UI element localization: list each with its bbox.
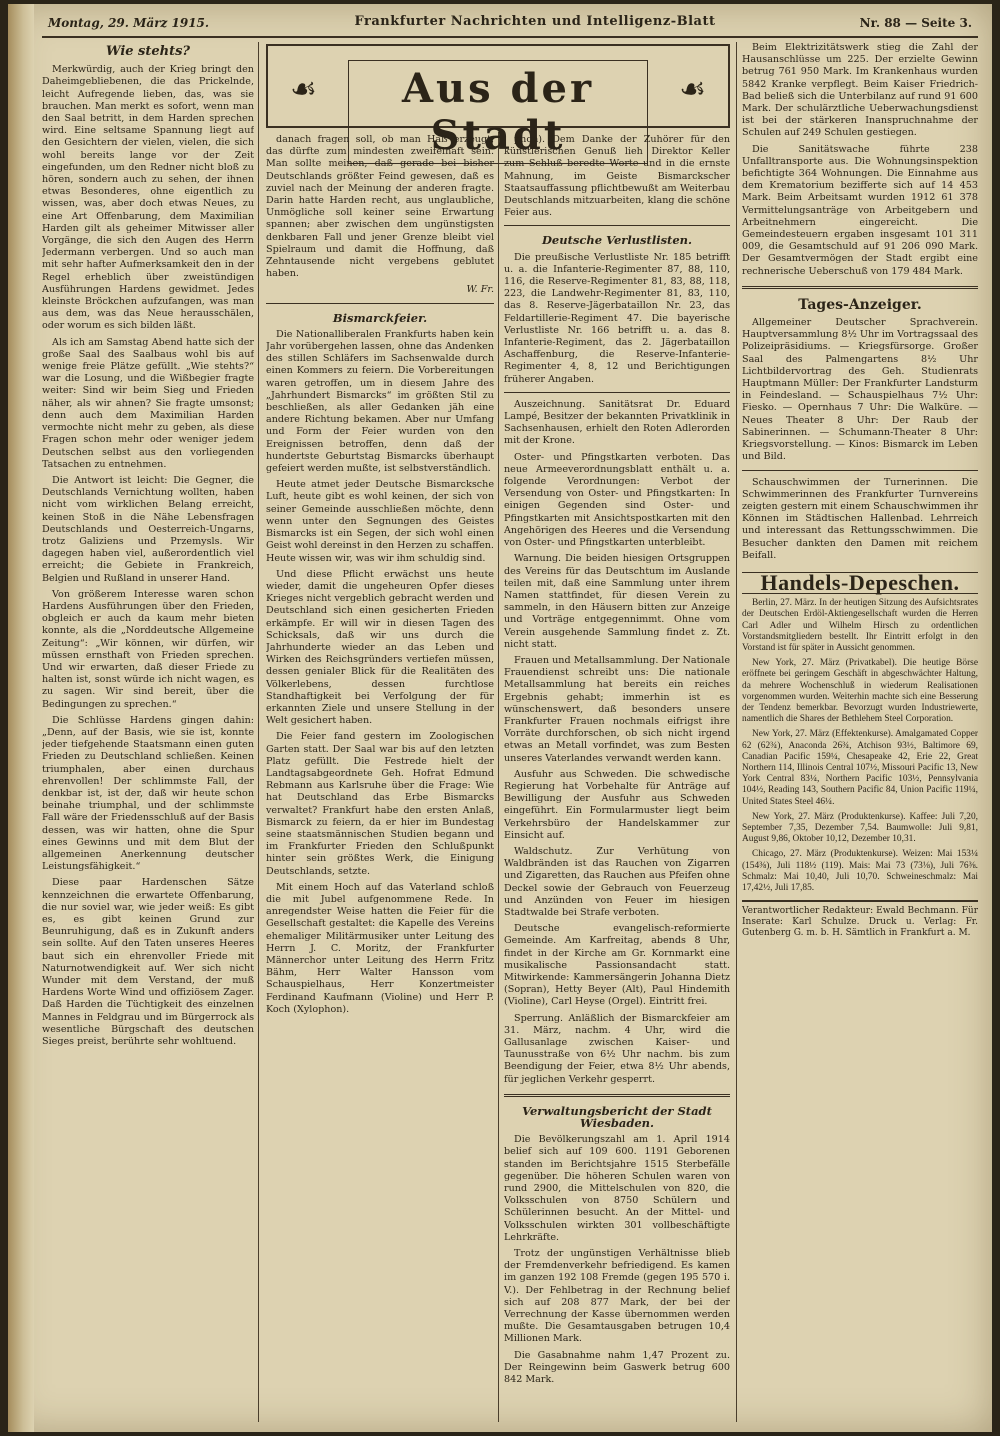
article-paragraph: Die Nationalliberalen Frankfurts haben kein Jahr vorübergehen lassen, ohne das Andenken des stillen Schläfers im Sachsenwalde durch einen Kommers zu feiern. Die Vorbereitungen waren getroffen, um in diesem Jahre des „Jahrhundert Bismarcks“ im größten Stil zu beschließen, als aller Gedanken jäh eine andere Richtung bekamen. Aber nur Umfang und Form der Feier wurden von den Ereignissen betroffen, denn daß der hundertste Geburtstag Bismarcks überhaupt gefeiert werden mußte, ist selbstverständlich.: [266, 328, 494, 475]
divider: [742, 286, 978, 289]
divider: [266, 303, 494, 304]
notice-item: Auszeichnung. Sanitätsrat Dr. Eduard Lampé, Besitzer der bekannten Privatklinik in Sachsenhausen, erhielt den Roten Adlerorden mit der Krone.: [504, 398, 730, 447]
article-paragraph: danach fragen soll, ob man Haß erzeugt, das dürfte zum mindesten zweifelhaft sein. Man sollte meinen, daß gerade bei bisher Deutschlands größter Feind gewesen, daß es zuviel nach der Meinung der anderen fragte. Darin hatte Harden recht, aus unglaubliche, Unmögliche soll keiner seine Erwartung spannen; aber zwischen dem ungünstigsten denkbaren Fall und jener Grenze bleibt viel Spielraum und damit die Hoffnung, daß Zehntausende nicht vergebens geblutet haben.: [266, 134, 494, 280]
article-paragraph: Die Feier fand gestern im Zoologischen Garten statt. Der Saal war bis auf den letzten Platz gefüllt. Die Festrede hielt der Landtagsabgeordnete Geh. Hofrat Edmund Rebmann aus Karlsruhe über die Frage: Wie hat Deutschland das Erbe Bismarcks verwaltet? Frankfurt habe den ersten Anlaß, Bismarck zu feiern, da er hier im Bundestag seine staatsmännischen Studien begann und im Frankfurter Frieden den Schlußpunkt hinter sein größtes Werk, die Einigung Deutschlands, setzte.: [266, 731, 494, 877]
notice-item: Warnung. Die beiden hiesigen Ortsgruppen des Vereins für das Deutschtum im Auslande teilen mit, daß eine Sammlung unter ihrem Namen stattfindet, für diesen Verein zu sammeln, in den Häusern bitten zur Anzeige und Vorträge entgegennimmt. Ohne vom Verein ausgehende Sammlung findet z. Zt. nicht statt.: [504, 553, 730, 650]
article-paragraph: Als ich am Samstag Abend hatte sich der große Saal des Saalbaus wohl bis auf wenige freie Plätze gefüllt. „Wie stehts?“ war die Losung, und die Wißbegier fragte weiter: Sind wir beim Sieg und Frieden näher, als wir ahnen? Sie fragte umsonst; denn auch dem Maximilian Harden vermochte nicht mehr zu geben, als diese Fragen schon mehr oder weniger jedem Deutschen selbst aus den vorliegenden Tatsachen zu entnehmen.: [42, 336, 254, 470]
article-paragraph: Die Antwort ist leicht: Die Gegner, die Deutschlands Vernichtung wollten, haben nicht vom wirklichen Belang erreicht, keinen Stoß in die Nähe Lebensfragen Deutschlands und Oesterreich-Ungarns, trotz Galiziens und Przemysls. Wir dagegen haben viel, außerordentlich viel erreicht; die Gebiete in Frankreich, Belgien und Rußland in unserer Hand.: [42, 474, 254, 584]
column-divider: [498, 132, 499, 1422]
article-paragraph: Merkwürdig, auch der Krieg bringt den Daheimgebliebenen, die das Prickelnde, leicht Aufregende lieben, das, was sie brauchen. Man merkt es sofort, wenn man den Saal betritt, in dem Harden sprechen wird. Eine seltsame Spannung liegt auf den Gesichtern der vielen, vielen, die sich wohl bereits lange vor der Zeit eingefunden, um den Redner nicht bloß zu hören, sondern auch zu sehen, der ihnen etwas Besonderes, ohne eigentlich zu wissen, was, aber doch etwas Neues, zu eine Art Offenbarung, dem Maximilian Harden gilt als geheimer Mitwisser aller Vorgänge, die sich den Augen des Herrn Jedermann verbergen. Und so auch man mit sehr hafter Aufmerksamkeit den in der Regel erheblich über zweistündigen Ausführungen Hardens gewidmet. Jedes kleinste Bröckchen aufzufangen, was man aus dem, was das Neue herausschälen, oder worum es sich bilden läßt.: [42, 64, 254, 332]
article-heading-bismarckfeier: Bismarckfeier.: [332, 310, 428, 325]
article-heading-verlustlisten: Deutsche Verlustlisten.: [541, 233, 693, 248]
masthead-issue: Nr. 88 — Seite 3.: [859, 16, 972, 30]
article-paragraph: Trotz der ungünstigen Verhältnisse blieb der Fremdenverkehr befriedigend. Es kamen im ganzen 192 108 Fremde (gegen 195 570 i. V.). Der Fehlbetrag in der Rechnung belief sich auf 208 877 Mark, der bei der Verrechnung der Kasse übernommen werden mußte. Die Gesamtausgaben betrugen 10,4 Millionen Mark.: [504, 1248, 730, 1345]
news-item: New York, 27. März (Effektenkurse). Amalgamated Copper 62 (62¾), Anaconda 26¾, Atchison 93½, Baltimore 69, Canadian Pacific 159¼, Chesapeake 42, Erie 22, Great Northern 114, Illinois Central 107½, Missouri Pacific 13, New York Central 83¼, Northern Pacific 103½, Pennsylvania 104½, Reading 143, Southern Pacific 84, Union Pacific 119¼, United States Steel 46¼.: [742, 729, 978, 807]
article-paragraph: Die Gasabnahme nahm 1,47 Prozent zu. Der Reingewinn beim Gaswerk betrug 600 842 Mark.: [504, 1349, 730, 1386]
masthead-paper-name: Frankfurter Nachrichten und Intelligenz-Blatt: [354, 14, 716, 29]
article-heading-handels-depeschen: Handels-Depeschen.: [742, 572, 978, 594]
notice-item: Frauen und Metallsammlung. Der Nationale Frauendienst schreibt uns: Die nationale Metallsammlung hat bereits ein reiches Ergebnis gehabt; immerhin ist es wünschenswert, daß besonders unsere Frankfurter Frauen nochmals eifrigst ihre Vorräte durchforschen, ob sich nicht irgend etwas an Metall vorfindet, was zum Besten unseres Vaterlandes verwandt werden kann.: [504, 654, 730, 764]
masthead: [42, 10, 978, 38]
column-1: [42, 42, 254, 1422]
newspaper-page: [8, 4, 992, 1432]
article-paragraph: Allgemeiner Deutscher Sprachverein. Hauptversammlung 8½ Uhr im Vortragssaal des Polizeipräsidiums. — Kriegsfürsorge. Großer Saal des Palmengartens 8½ Uhr Lichtbildervortrag des Geh. Studienrats Hauptmann Müller: Der Frankfurter Landsturm in Feindesland. — Schauspielhaus 7½ Uhr: Fiesko. — Opernhaus 7 Uhr: Die Walküre. — Neues Theater 8 Uhr: Der Raub der Sabinerinnen. — Schumann-Theater 8 Uhr: Kriegsvorstellung. — Kinos: Bismarck im Leben und Bild.: [742, 317, 978, 463]
column-4: [742, 42, 978, 1422]
article-paragraph: Schauschwimmen der Turnerinnen. Die Schwimmerinnen des Frankfurter Turnvereins zeigten gestern mit einem Schauschwimmen ihr Können im Städtischen Hallenbad. Lehrreich und interessant das Rettungsschwimmen. Die Besucher dankten den Damen mit reichem Beifall.: [742, 476, 978, 561]
column-divider: [258, 42, 259, 1422]
news-item: New York, 27. März (Produktenkurse). Kaffee: Juli 7,20, September 7,35, Dezember 7,54. Baumwolle: Juli 9,81, August 9,86, Oktober 10,12, Dezember 10,31.: [742, 811, 978, 845]
masthead-date: Montag, 29. März 1915.: [48, 16, 210, 30]
news-item: Berlin, 27. März. In der heutigen Sitzung des Aufsichtsrates der Deutschen Erdöl-Aktiengesellschaft wurden die Herren Carl Adler und Wilhelm Hirsch zu ordentlichen Vorstandsmitgliedern bestellt. Ihr Eintritt erfolgt in den Vorstand ist für später in Aussicht genommen.: [742, 598, 978, 653]
ornament-left-icon: ☙: [290, 72, 317, 107]
notice-item: Waldschutz. Zur Verhütung von Waldbränden ist das Rauchen von Zigarren und Zigaretten, das Rauchen aus Pfeifen ohne Deckel sowie der Gebrauch von Feuerzeug und Anzünden von Feuer im hiesigen Stadtwalde bei Strafe verboten.: [504, 845, 730, 918]
ornament-right-icon: ☙: [679, 72, 706, 107]
notice-item: Sperrung. Anläßlich der Bismarckfeier am 31. März, nachm. 4 Uhr, wird die Gallusanlage zwischen Kaiser- und Taunusstraße von 6½ Uhr nachm. bis zum Beendigung der Feier, etwa 8½ Uhr abends, für jeglichen Verkehr gesperrt.: [504, 1012, 730, 1085]
divider: [742, 470, 978, 471]
column-2: [266, 134, 494, 1422]
article-paragraph: Die Sanitätswache führte 238 Unfalltransporte aus. Die Wohnungsinspektion befichtigte 364 Wohnungen. Die Einnahme aus dem Krematorium bezifferte sich auf 14 453 Mark. Beim Arbeitsamt wurden 1912 61 378 Vermittelungsanträge von Arbeitgebern und Arbeitnehmern eingereicht. Die Gemeindesteuern ergaben insgesamt 101 311 009, die Gesamtschuld auf 91 206 090 Mark. Der Gesamtvermögen der Stadt ergibt eine rechnerische Ueberschuß von 179 484 Mark.: [742, 143, 978, 277]
article-paragraph: Beim Elektrizitätswerk stieg die Zahl der Hausanschlüsse um 225. Der erzielte Gewinn betrug 761 950 Mark. Im Krankenhaus wurden 5842 Kranke verpflegt. Beim Kaiser Friedrich-Bad beließ sich die Unterbilanz auf rund 91 600 Mark. Der schulärztliche Ueberwachungsdienst ist bei der stärkeren Inanspruchnahme der Schulen auf 249 Schulen gestiegen.: [742, 42, 978, 139]
section-title: Aus der Stadt: [348, 60, 648, 164]
notice-item: Deutsche evangelisch-reformierte Gemeinde. Am Karfreitag, abends 8 Uhr, findet in der Kirche am Gr. Kornmarkt eine musikalische Passionsandacht statt. Mitwirkende: Kammersängerin Johanna Dietz (Sopran), Hetty Beyer (Alt), Paul Hindemith (Violine), Carl Heyse (Orgel). Eintritt frei.: [504, 923, 730, 1008]
page-binding: [8, 4, 34, 1432]
news-list: [742, 598, 978, 894]
article-heading-verwaltungsbericht: Verwaltungsbericht der Stadt Wiesbaden.: [522, 1103, 712, 1131]
article-paragraph: Die preußische Verlustliste Nr. 185 betrifft u. a. die Infanterie-Regimenter 87, 88, 110, 116, die Reserve-Regimenter 81, 83, 88, 118, 223, die Landwehr-Regimenter 81, 83, 110, das 8. Reserve-Jägerbataillon Nr. 23, das Feldartillerie-Regiment 47. Die bayerische Verlustliste Nr. 166 betrifft u. a. das 8. Infanterie-Regiment, das 2. Jägerbataillon Aschaffenburg, die Reserve-Infanterie-Regimenter 4, 8, 12 und Berichtigungen früherer Angaben.: [504, 251, 730, 385]
article-paragraph: Heute atmet jeder Deutsche Bismarcksche Luft, heute gibt es wohl keinen, der sich von seiner Gemeinde ausschließen möchte, denn wenn unter den Segnungen des Geistes Bismarcks ist ein Segen, der sich wohl einen Geist wohl dereinst in den Herzen zu schaffen. Heute wissen wir, was wir ihm schuldig sind.: [266, 479, 494, 564]
article-paragraph: Diese paar Hardenschen Sätze kennzeichnen die erwartete Offenbarung, die nur soviel war, wie jeder weiß: Es gibt es, es gibt keinen Grund zur Beunruhigung, daß es in Zukunft anders sein sollte. Auf den Taten unseres Heeres baut sich ein ehrenvoller Friede mit Naturnotwendigkeit auf. Wer sich nicht Wunder mit dem Verstand, der muß Hardens Worte Wind und offiziösem Zager. Daß Harden die Tüchtigkeit des einzelnen Mannes in Feldgrau und im Bürgerrock als wesentliche Bürgschaft des deutschen Sieges preist, berührte sehr wohltuend.: [42, 877, 254, 1048]
column-3: [504, 134, 730, 1422]
column-divider: [736, 42, 737, 1422]
divider: [504, 225, 730, 226]
article-paragraph: Von größerem Interesse waren schon Hardens Ausführungen über den Frieden, obgleich er auch da kaum mehr bieten konnte, als die „Norddeutsche Allgemeine Zeitung“: „Wir können, wir dürfen, wir müssen ernsthaft von Frieden sprechen. Und wir erwarten, daß dieser Friede zu halten ist, sonst würde ich nicht wagen, es zu sagen. Wir sind bereit, über die Bedingungen zu sprechen.“: [42, 588, 254, 710]
divider: [504, 1094, 730, 1097]
article-heading-wie-stehts: Wie stehts?: [105, 44, 191, 59]
imprint-footer: Verantwortlicher Redakteur: Ewald Bechmann. Für Inserate: Karl Schulze. Druck u. Verlag: Fr. Gutenberg G. m. b. H. Sämtlich in Frankfurt a. M.: [742, 900, 978, 939]
article-heading-tages-anzeiger: Tages-Anzeiger.: [798, 296, 922, 313]
article-paragraph: Und diese Pflicht erwächst uns heute wieder, damit die ungeheuren Opfer dieses Krieges nicht vergeblich gebracht werden und Deutschland sich einen gesicherten Frieden erkämpfe. Er will wir in diesen Tagen des Schicksals, daß wir uns durch die Jahrhunderte wieder an das Leben und Wirken des Reichsgründers vertiefen müssen, dessen genialer Blick für die Realitäten des Völkerlebens, dessen furchtlose Standhaftigkeit bei Verfolgung der für erkannten Ziele und unsere Stellung in der Welt gesichert haben.: [266, 568, 494, 727]
article-paragraph: phon). Dem Danke der Zuhörer für den künstlerischen Genuß lieh Direktor Keller zum Schluß beredte Worte und in die ernste Mahnung, im Geiste Bismarckscher Staatsauffassung pflichtbewußt am Weiterbau Deutschlands mitzuarbeiten, klang die schöne Feier aus.: [504, 134, 730, 219]
news-item: New York, 27. März (Privatkabel). Die heutige Börse eröffnete bei geringem Geschäft in abgeschwächter Haltung, da mehrere Wochenschluß in wiederum Realisationen vorgenommen wurden. Weiterhin machte sich eine Besserung der Tendenz bemerkbar. Bevorzugt wurden Industriewerte, namentlich die Shares der Bethlehem Steel Corporation.: [742, 658, 978, 725]
notice-item: Ausfuhr aus Schweden. Die schwedische Regierung hat Vorbehalte für Anträge auf Bewilligung der Ausfuhr aus Schweden eingeführt. Ein Formularmuster liegt beim Verkehrsbüro der Handelskammer zur Einsicht auf.: [504, 768, 730, 841]
article-signature: W. Fr.: [466, 284, 494, 296]
article-paragraph: Mit einem Hoch auf das Vaterland schloß die mit Jubel aufgenommene Rede. In anregendster Weise hatten die Feier für die Gesellschaft gestaltet: die Kapelle des Vereins ehemaliger Militärmusiker unter Leitung des Herrn J. C. Moritz, der Frankfurter Männerchor unter Leitung des Herrn Fritz Bähm, Herr Walter Hansson vom Schauspielhaus, Herr Konzertmeister Ferdinand Kaufmann (Violine) und Herr P. Koch (Xylophon).: [266, 881, 494, 1015]
section-banner: [266, 44, 730, 159]
article-paragraph: Die Schlüsse Hardens gingen dahin: „Denn, auf der Basis, wie sie ist, konnte jeder tiefgehende Staatsmann einen guten Frieden zu Deutschland schließen. Keinen triumphalen, aber einen durchaus ehrenvollen! Der schlimmste Fall, der denkbar ist, ist der, daß wir heute schon beinahe triumphal, und der schlimmste Fall wäre der Friedensschluß auf der Basis dessen, was wir hatten, ohne die Spur eines Gewinns und mit dem Blut der allgemeinen Anerkennung deutscher Leistungsfähigkeit.“: [42, 714, 254, 873]
divider: [504, 392, 730, 393]
article-paragraph: Die Bevölkerungszahl am 1. April 1914 belief sich auf 109 600. 1191 Geborenen standen im Berichtsjahre 1515 Sterbefälle gegenüber. Die höheren Schulen waren von rund 2900, die Mittelschulen von 820, die Volksschulen von 8750 Schülern und Schülerinnen besucht. An der Mittel- und Volksschulen wirkten 301 vollbeschäftigte Lehrkräfte.: [504, 1134, 730, 1243]
news-item: Chicago, 27. März (Produktenkurse). Weizen: Mai 153¼ (154⅜), Juli 118½ (119). Mais: Mai 73 (73⅛), Juli 76⅜. Schmalz: Mai 10,40, Juli 10,70. Schweineschmalz: Mai 17,42½, Juli 17,85.: [742, 849, 978, 893]
notice-item: Oster- und Pfingstkarten verboten. Das neue Armeeverordnungsblatt enthält u. a. folgende Verordnungen: Verbot der Versendung von Oster- und Pfingstkarten: In einigen Gegenden sind Oster- und Pfingstkarten mit Ansichtspostkarten mit den Angehörigen des Heeres und die Versendung von Oster- und Pfingstkarten unterbleibt.: [504, 451, 730, 549]
